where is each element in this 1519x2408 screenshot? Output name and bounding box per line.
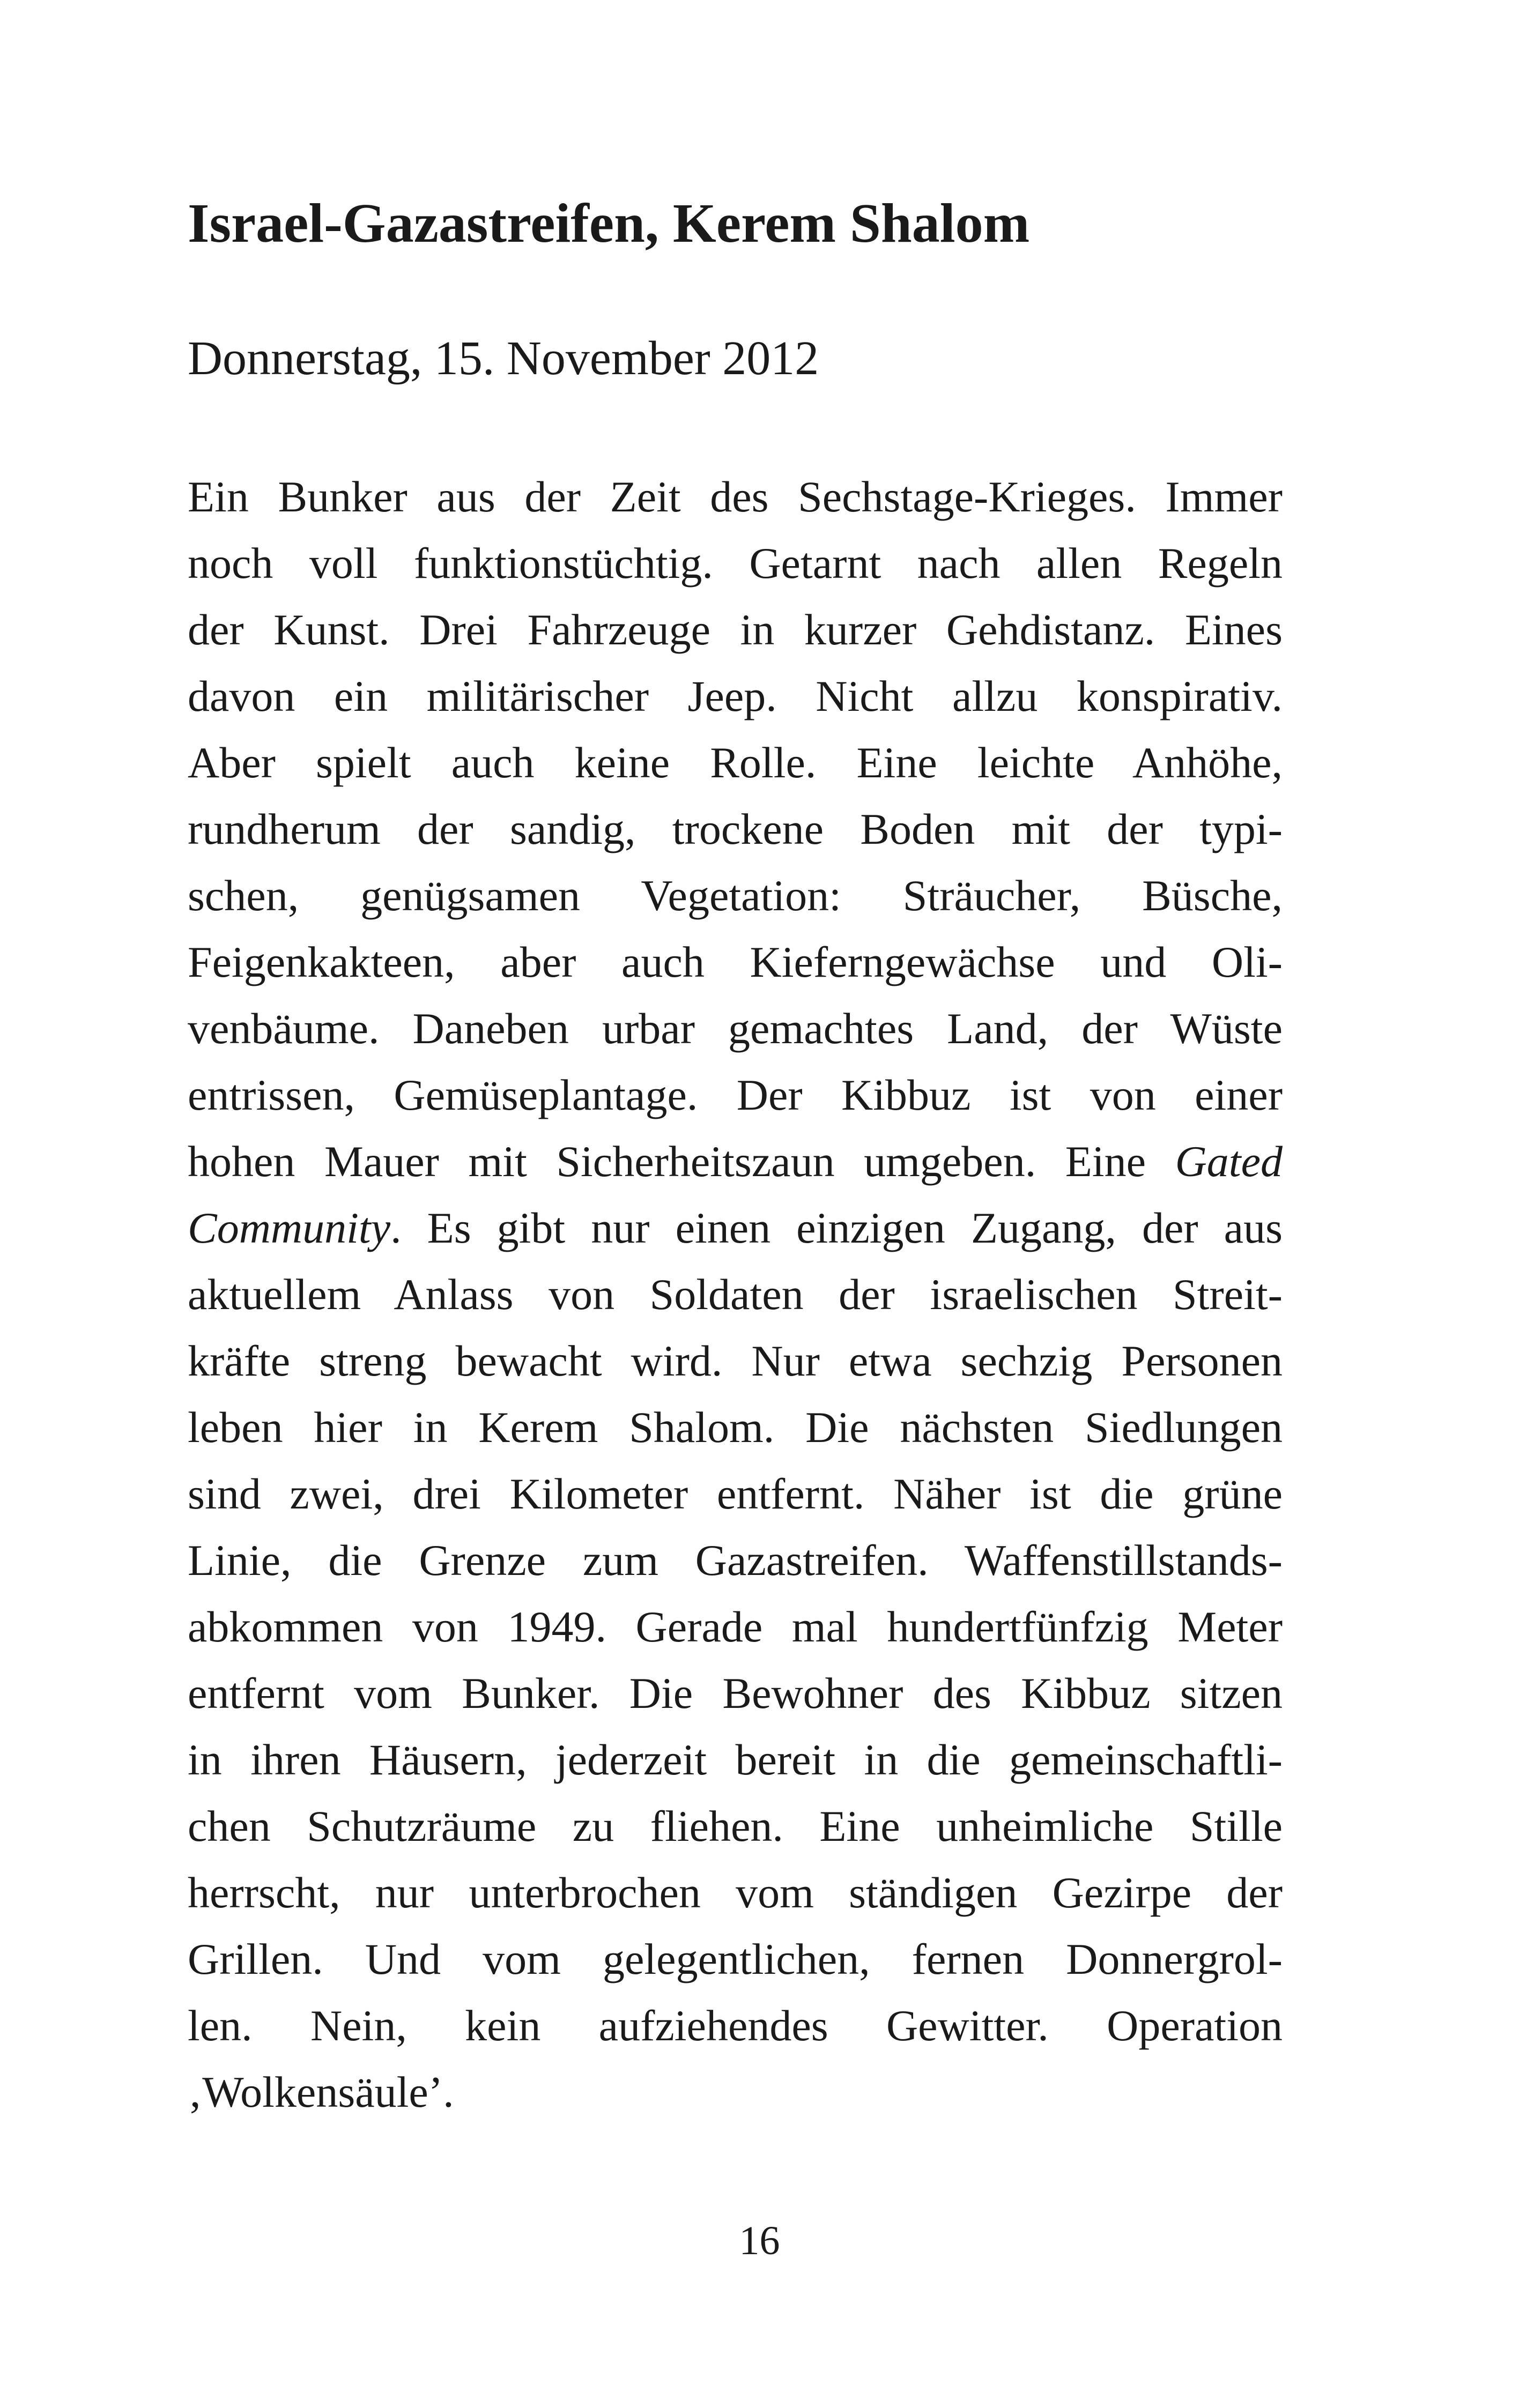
text-line: sind zwei, drei Kilometer entfernt. Näher ist die grüne (188, 1469, 1283, 1518)
text-line: Ein Bunker aus der Zeit des Sechstage-Krieges. Immer (188, 472, 1283, 521)
text-line: herrscht, nur unterbrochen vom ständigen Gezirpe der (188, 1868, 1283, 1917)
body-paragraph (188, 464, 1283, 2125)
italic-phrase: Community (188, 1203, 391, 1252)
chapter-title: Israel-Gazastreifen, Kerem Shalom (188, 192, 1030, 254)
entry-date: Donnerstag, 15. November 2012 (188, 332, 819, 385)
text-line: venbäume. Daneben urbar gemachtes Land, der Wüste (188, 1004, 1283, 1053)
text-line: Feigenkakteen, aber auch Kieferngewächse und Oli- (188, 938, 1283, 986)
text-line: Aber spielt auch keine Rolle. Eine leichte Anhöhe, (188, 738, 1283, 787)
text-line: leben hier in Kerem Shalom. Die nächsten Siedlungen (188, 1403, 1283, 1452)
text-line (188, 1128, 1283, 1195)
text-line: davon ein militärischer Jeep. Nicht allzu konspirativ. (188, 672, 1283, 720)
text-line: len. Nein, kein aufziehendes Gewitter. Operation (188, 2001, 1283, 2050)
text-segment: hohen Mauer mit Sicherheitszaun umgeben. Eine (188, 1137, 1175, 1186)
text-line: aktuellem Anlass von Soldaten der israelischen Streit- (188, 1270, 1283, 1319)
text-line: ‚Wolkensäule’. (188, 2068, 454, 2116)
page-number: 16 (739, 2218, 780, 2263)
text-line: entfernt vom Bunker. Die Bewohner des Kibbuz sitzen (188, 1669, 1283, 1718)
text-line: rundherum der sandig, trockene Boden mit der typi- (188, 805, 1283, 853)
text-line: chen Schutzräume zu fliehen. Eine unheimliche Stille (188, 1802, 1283, 1850)
italic-phrase: Gated (1175, 1137, 1283, 1186)
text-line: kräfte streng bewacht wird. Nur etwa sechzig Personen (188, 1336, 1283, 1385)
text-line: noch voll funktionstüchtig. Getarnt nach allen Regeln (188, 539, 1283, 588)
text-line: Linie, die Grenze zum Gazastreifen. Waffenstillstands- (188, 1536, 1283, 1585)
text-line (188, 1195, 1283, 1261)
text-line: schen, genügsamen Vegetation: Sträucher, Büsche, (188, 871, 1283, 920)
text-line: in ihren Häusern, jederzeit bereit in die gemeinschaftli- (188, 1735, 1283, 1784)
text-line: der Kunst. Drei Fahrzeuge in kurzer Gehdistanz. Eines (188, 605, 1283, 654)
text-segment: . Es gibt nur einen einzigen Zugang, der aus (390, 1203, 1283, 1252)
text-line: Grillen. Und vom gelegentlichen, fernen Donnergrol- (188, 1935, 1283, 1983)
text-line: abkommen von 1949. Gerade mal hundertfünfzig Meter (188, 1602, 1283, 1651)
text-line: entrissen, Gemüseplantage. Der Kibbuz ist von einer (188, 1071, 1283, 1119)
